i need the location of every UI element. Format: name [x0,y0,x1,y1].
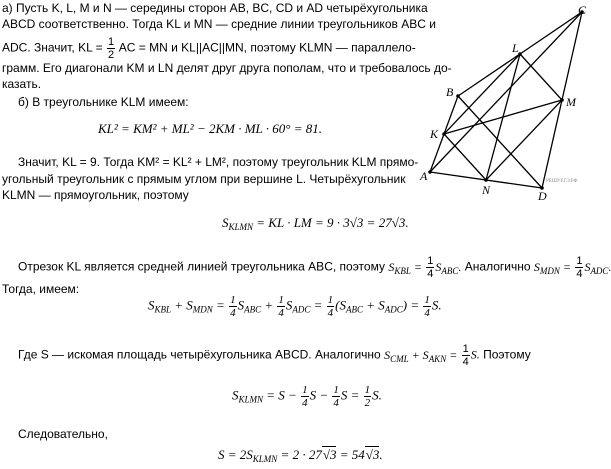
label-n: N [482,183,491,197]
part-b-line6: Где S — искомая площадь четырёхугольника ABCD. Аналогично $S_{CML} + S_{AKN}$ = $\frac{1}{4}$ S. Поэтому [18,343,531,368]
label-l: L [512,41,519,55]
formula-sum-areas: $S_{KBL} + S_{MDN}$ = $\frac{1}{4}$ $S_{ABC}$ + $\frac{1}{4}$ $S_{ADC}$ = $\frac{1}{4}$ $(S_{ABC} + S_{ADC})$ = $\frac{1}{4}$ S. [148,294,442,319]
part-b-line2: угольный треугольник с прямым углом при вершине L. Четырёхугольник [2,172,406,186]
formula-area-klmn-2: $S_{KLMN} = S$ − $\frac{1}{4}$ S − $\frac{1}{4}$ S = $\frac{1}{2}$ S. [232,384,382,409]
quad-abcd [430,12,582,188]
part-a-line2: ABCD соответственно. Тогда KL и MN — средние линии треугольников ABC и [2,17,436,31]
label-b: B [446,85,454,99]
formula-area-klmn: $S_{KLMN}$ = KL · LM = 9 · 3√3 = 27√3. [222,215,409,232]
formula-kl-squared: KL² = KM² + ML² − 2KM · ML · 60° = 81. [98,121,323,136]
part-b-line3: KLMN — прямоугольник, поэтому [2,188,189,202]
part-a-line3-start: ADC. Значит, KL = [2,40,103,55]
label-m: M [566,95,576,109]
label-k: K [430,127,439,141]
label-c: C [578,3,587,17]
formula-final-area: $S = 2S_{KLMN} = 2 \cdot 27√3 = 54√3$. [218,447,383,464]
label-d: D [538,189,547,203]
label-a: A [420,169,428,183]
part-a-line3-end: AC = MN и KL||AC||MN, поэтому KLMN — параллело- [118,40,416,55]
fraction-half: $\frac{1}{2}$ [108,36,115,61]
part-b-line5: Тогда, имеем: [2,282,80,296]
part-a-line3 [2,36,416,61]
part-a-line1: а) Пусть K, L, M и N — середины сторон AB, BC, CD и AD четырёхугольника [2,1,428,15]
part-b-line1: Значит, KL = 9. Тогда KM² = KL² + LM², поэтому треугольник KLM прямо- [18,155,419,169]
part-b-line4: Отрезок KL является средней линией треугольника ABC, поэтому $S_{KBL}$ = $\frac{1}{4}$ $S_{ABC}$. Аналогично $S_{MDN}$ = $\frac{1}{4}$ $S_{ADC}$ [18,255,609,280]
part-a-line5: казать. [2,77,42,91]
conclusion-text: Следовательно, [18,427,108,441]
part-a-line4: грамм. Его диагонали KM и LN делят друг друга пополам, что и требовалось до- [2,61,452,75]
watermark: РЕШУЕГЭ.РФ [546,179,578,184]
quadrilateral-diagram [418,0,600,203]
part-b-intro: б) В треугольнике KLM имеем: [18,95,189,109]
